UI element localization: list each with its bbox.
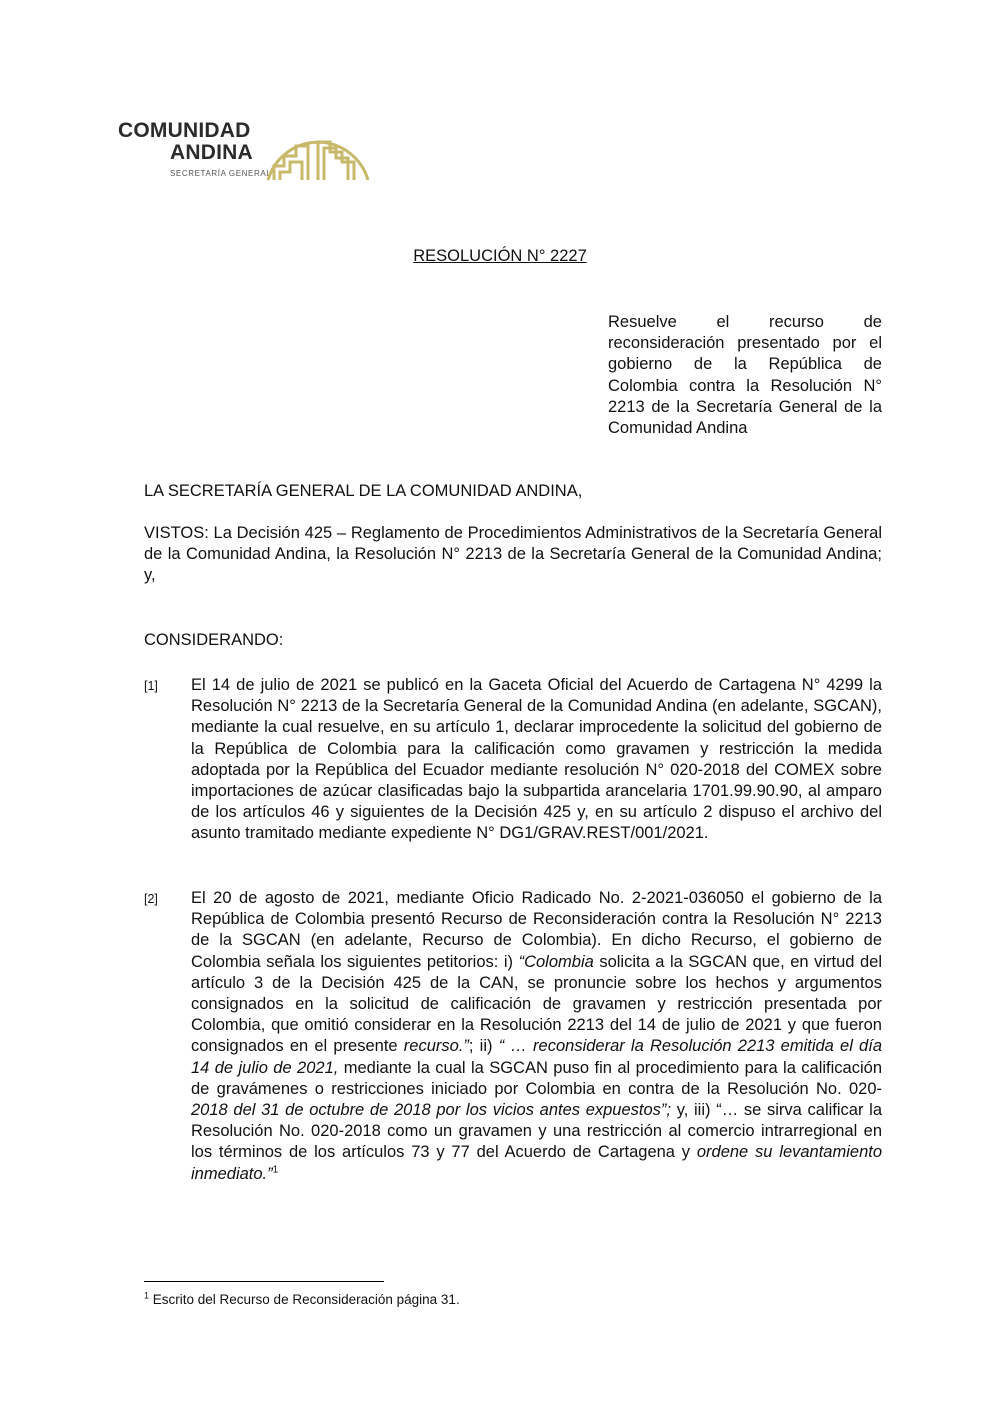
andean-stairs-icon [264, 118, 372, 182]
issuer-heading: LA SECRETARÍA GENERAL DE LA COMUNIDAD ANDINA, [144, 482, 583, 500]
item-2-quote: 2018 del 31 de octubre de 2018 por los vicios antes expuestos”; [191, 1101, 672, 1120]
item-2-quote: recurso.” [403, 1037, 469, 1056]
considerando-item-1: El 14 de julio de 2021 se publicó en la Gaceta Oficial del Acuerdo de Cartagena N° 4299 la Resolución N° 2213 de la Secretaría General de la Comunidad Andina (en adelante, SGCAN), mediante la cual resuelve, en su artículo 1, declarar improcedente la solicitud del gobierno de la República de Colombia para la calificación como gravamen y restricción la medida adoptada por la República del Ecuador mediante resolución N° 020-2018 del COMEX sobre importaciones de azúcar clasificadas bajo la subpartida arancelaria 1701.99.90.90, al amparo de los artículos 46 y siguientes de la Decisión 425 y, en su artículo 2 dispuso el archivo del asunto tramitado mediante expediente N° DG1/GRAV.REST/001/2021. [191, 676, 882, 843]
item-2-text: y, iii) “… se sirva calificar la Resolución No. 020-2018 como un gravamen y una restricción al comercio intrarregional en los términos de los artículos 73 y 77 del Acuerdo de Cartagena y [191, 1101, 882, 1162]
logo-subtitle: SECRETARÍA GENERAL [170, 169, 272, 178]
item-2-text: mediante la cual la SGCAN puso fin al procedimiento para la calificación de gravámenes o restricciones iniciado por Colombia en contra de la Resolución No. 020- [191, 1058, 882, 1098]
logo [118, 116, 378, 186]
item-2-text: ; ii) [468, 1037, 499, 1056]
logo-text-line1: COMUNIDAD [118, 119, 251, 142]
item-number-1: [1] [144, 679, 158, 693]
footnote-number: 1 [144, 1290, 150, 1301]
resolution-summary: Resuelve el recurso de reconsideración presentado por el gobierno de la República de Colombia contra la Resolución N° 2213 de la Secretaría General de la Comunidad Andina [608, 313, 882, 438]
item-2-quote: “ … reconsiderar la Resolución 2213 emitida el día 14 de julio de 2021, [191, 1037, 882, 1077]
item-number-2: [2] [144, 892, 158, 906]
footnote-reference[interactable]: 1 [272, 1164, 279, 1176]
footnote-separator [144, 1281, 384, 1282]
footnote-text: Escrito del Recurso de Reconsideración página 31. [149, 1292, 460, 1307]
item-2-text: El 20 de agosto de 2021, mediante Oficio Radicado No. 2-2021-036050 el gobierno de la República de Colombia presentó Recurso de Reconsideración contra la Resolución N° 2213 de la SGCAN (en adelante, Recurso de Colombia). En dicho Recurso, el gobierno de Colombia señala los siguientes petitorios: i) [191, 889, 882, 971]
vistos-paragraph: VISTOS: La Decisión 425 – Reglamento de Procedimientos Administrativos de la Secretaría General de la Comunidad Andina, la Resolución N° 2213 de la Secretaría General de la Comunidad Andina; y, [144, 524, 882, 585]
item-2-quote: “Colombia [518, 952, 594, 971]
footnote [144, 1292, 460, 1307]
logo-text-line2: ANDINA [170, 141, 253, 164]
considerando-item-2 [191, 888, 882, 1185]
item-2-quote: ordene su levantamiento inmediato.” [191, 1143, 883, 1183]
considerando-heading: CONSIDERANDO: [144, 631, 284, 649]
item-2-text: solicita a la SGCAN que, en virtud del artículo 3 de la Decisión 425 de la CAN, se pronuncie sobre los hechos y argumentos consignados en la solicitud de calificación de gravamen y restricción presentada por Colombia, que omitió considerar en la Resolución 2213 del 14 de julio de 2021 y que fueron consignados en el presente [191, 952, 882, 1056]
resolution-title: RESOLUCIÓN N° 2227 [413, 247, 587, 265]
